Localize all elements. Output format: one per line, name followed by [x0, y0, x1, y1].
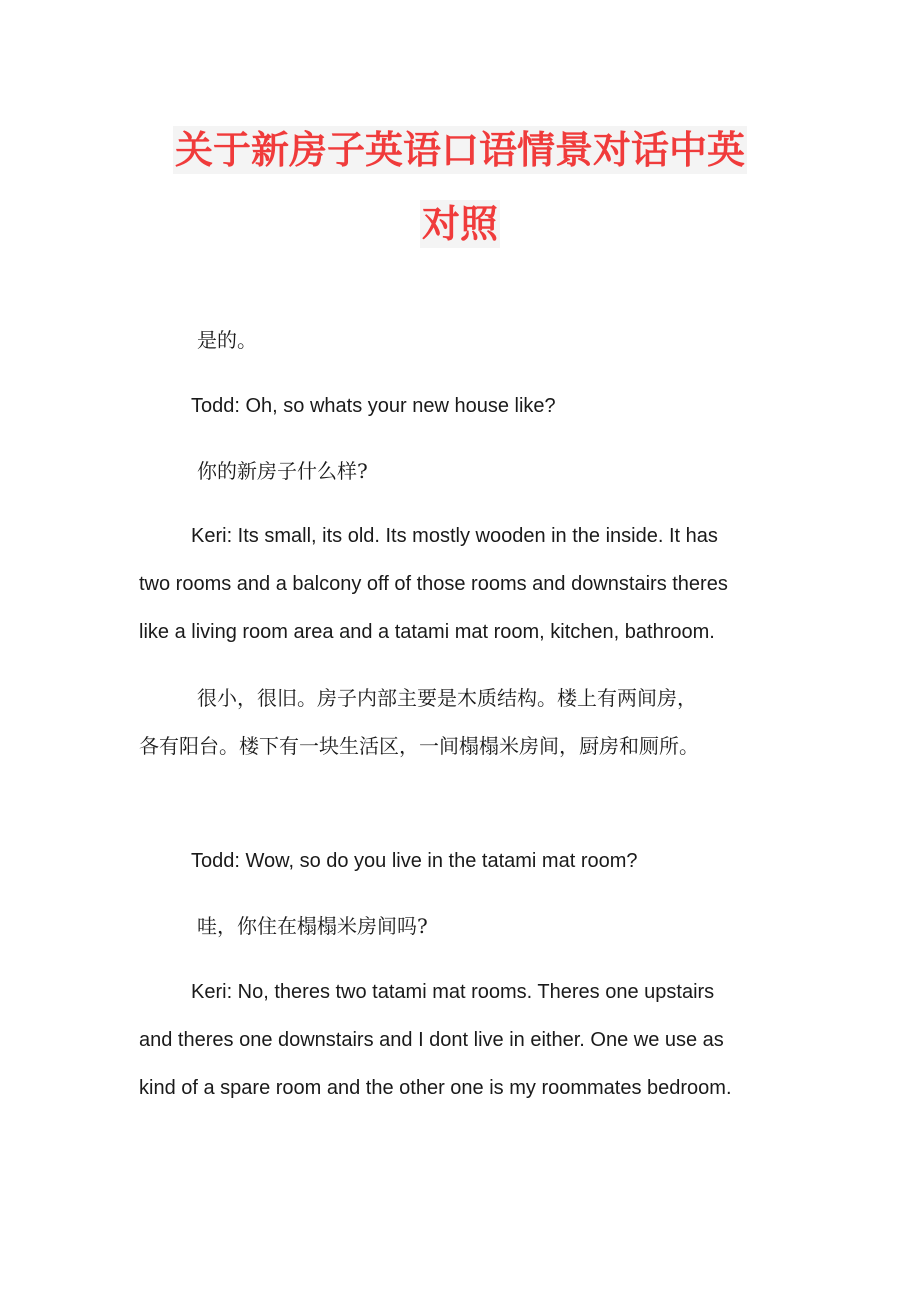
paragraph-zh [139, 447, 799, 495]
paragraph-line: 哇，你住在榻榻米房间吗? [197, 914, 428, 938]
paragraph-line: two rooms and a balcony off of those rooms and downstairs theres [139, 573, 728, 595]
title-line-1-text: 关于新房子英语口语情景对话中英 [174, 128, 745, 172]
paragraph-line: 各有阳台。楼下有一块生活区，一间榻榻米房间，厨房和厕所。 [139, 734, 699, 758]
paragraph-en [139, 512, 799, 656]
paragraph-line: 是的。 [197, 328, 257, 352]
paragraph-en [139, 968, 799, 1112]
paragraph-en [139, 837, 799, 885]
paragraph-line: 你的新房子什么样? [197, 459, 368, 483]
paragraph-line: Todd: Oh, so whats your new house like? [191, 395, 556, 417]
paragraph-line: Keri: Its small, its old. Its mostly wooden in the inside. It has [191, 525, 718, 547]
title-line-2-text: 对照 [421, 202, 498, 246]
paragraph-line: 很小，很旧。房子内部主要是木质结构。楼上有两间房， [197, 686, 697, 710]
paragraph-line: and theres one downstairs and I dont live in either. One we use as [139, 1029, 724, 1051]
paragraph-zh [139, 674, 799, 770]
paragraph-zh [139, 316, 799, 364]
paragraph-line: kind of a spare room and the other one is my roommates bedroom. [139, 1077, 732, 1099]
paragraph-en [139, 382, 799, 430]
title-line-2 [0, 196, 920, 252]
paragraph-line: like a living room area and a tatami mat room, kitchen, bathroom. [139, 621, 715, 643]
paragraph-zh [139, 902, 799, 950]
title-line-1 [0, 122, 920, 178]
paragraph-line: Keri: No, theres two tatami mat rooms. Theres one upstairs [191, 981, 715, 1003]
paragraph-line: Todd: Wow, so do you live in the tatami mat room? [191, 850, 638, 872]
